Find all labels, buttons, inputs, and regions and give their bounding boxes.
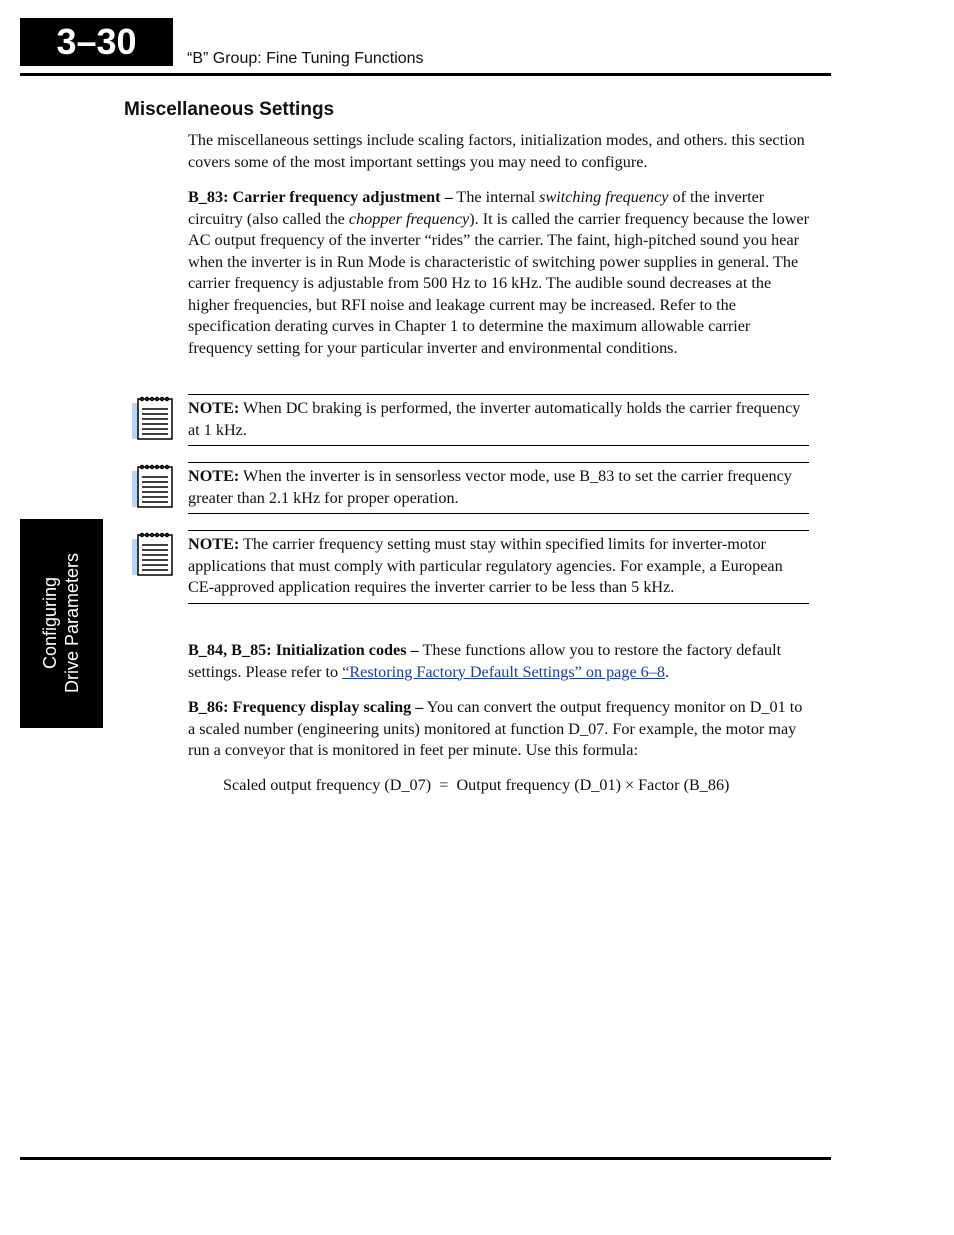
b84-text-1: These functions allow you to restore the factory default settings. Please refer to: [188, 641, 782, 681]
b83-text-2: of the inverter circuitry (also called the: [188, 188, 765, 228]
notepad-icon: [129, 463, 175, 509]
section-heading: Miscellaneous Settings: [124, 99, 335, 120]
note-box-2: [188, 462, 809, 514]
notepad-icon: [129, 531, 175, 577]
factory-defaults-link[interactable]: “Restoring Factory Default Settings” on page 6–8: [342, 662, 665, 681]
note-3-text: The carrier frequency setting must stay within specified limits for inverter-motor applications that must comply with particular regulatory agencies. For example, a European CE-approved application requires the inverter carrier to be less than 5 kHz.: [188, 535, 783, 596]
intro-paragraph: The miscellaneous settings include scaling factors, initialization modes, and others. this section covers some of the most important settings you may need to configure.: [188, 131, 805, 171]
b83-italic-1: switching frequency: [539, 188, 669, 206]
b86-paragraph: [188, 697, 810, 762]
header-rule: [20, 73, 831, 76]
running-header: “B” Group: Fine Tuning Functions: [187, 50, 424, 67]
note-2-label: NOTE:: [188, 467, 240, 485]
b84-text-2: .: [664, 662, 670, 681]
side-tab-line2: Drive Parameters: [62, 552, 82, 694]
b83-lead: B_83: Carrier frequency adjustment –: [188, 188, 453, 206]
b83-paragraph: [188, 187, 810, 359]
note-1-label: NOTE:: [188, 399, 240, 417]
note-2-text: When the inverter is in sensorless vector mode, use B_83 to set the carrier frequency greater than 2.1 kHz for proper operation.: [188, 467, 792, 507]
b86-lead: B_86: Frequency display scaling –: [188, 698, 424, 716]
side-tab-line1: Configuring: [40, 576, 60, 670]
notepad-icon: [129, 395, 175, 441]
page-number: 3–30: [20, 18, 173, 66]
side-tab-label: [39, 553, 83, 693]
note-box-3: [188, 530, 809, 604]
b84-paragraph: [188, 640, 810, 683]
b83-text-1: The internal: [452, 188, 540, 206]
b86-text-1: You can convert the output frequency monitor on D_01 to a scaled number (engineering units) monitored at function D_07. For example, the motor may run a conveyor that is monitored in feet per minute. Use this formula:: [188, 698, 803, 759]
b83-text-3: ). It is called the carrier frequency because the lower AC output frequency of the inverter “rides” the carrier. The faint, high-pitched sound you hear when the inverter is in Run Mode is characteristic of switching power supplies in general. The carrier frequency is adjustable from 500 Hz to 16 kHz. The audible sound decreases at the higher frequencies, but RFI noise and leakage current may be increased. Refer to the specification derating curves in Chapter 1 to determine the maximum allowable carrier frequency setting for your particular inverter and environmental conditions.: [188, 209, 809, 357]
note-box-1: [188, 394, 809, 446]
b83-italic-2: chopper frequency: [348, 209, 470, 228]
footer-rule: [20, 1157, 831, 1160]
note-3-label: NOTE:: [188, 535, 240, 553]
scaling-formula: Scaled output frequency (D_07) = Output frequency (D_01) × Factor (B_86): [223, 776, 730, 794]
b84-lead: B_84, B_85: Initialization codes –: [188, 641, 419, 659]
note-1-text: When DC braking is performed, the inverter automatically holds the carrier frequency at 1 kHz.: [188, 399, 801, 439]
